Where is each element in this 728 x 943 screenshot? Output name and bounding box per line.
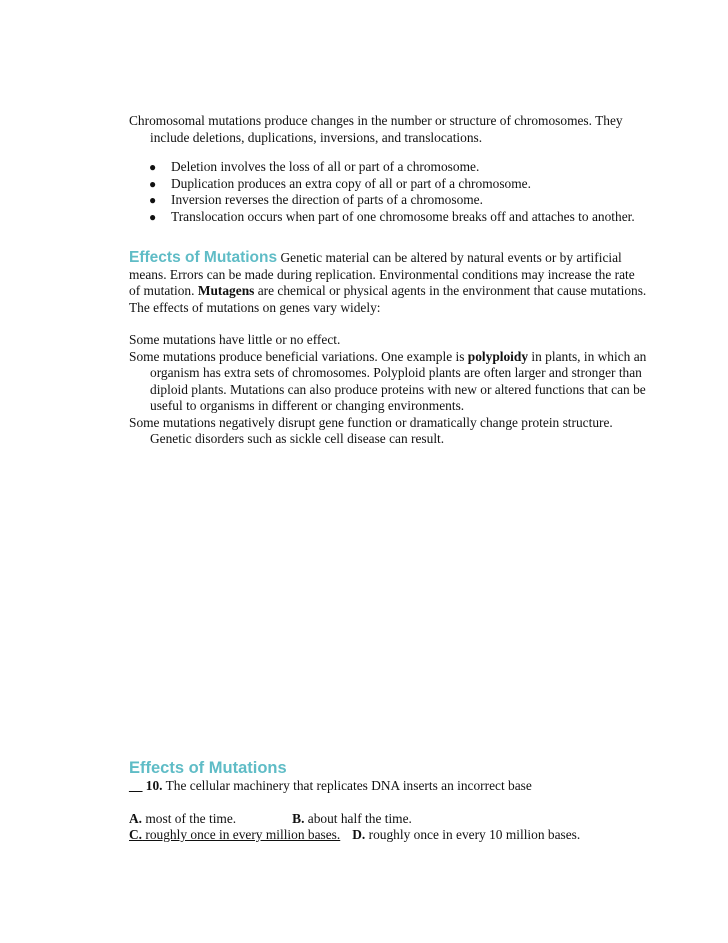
bullet-icon: ● xyxy=(149,209,157,224)
choices-row-2 xyxy=(129,827,649,844)
question-text: The cellular machinery that replicates DNA inserts an incorrect base xyxy=(162,778,532,793)
choice-a-letter: A. xyxy=(129,810,143,826)
question-section xyxy=(129,758,649,844)
mutagens-term: Mutagens xyxy=(197,283,255,298)
choice-c-letter: C. xyxy=(129,827,143,842)
list-item xyxy=(129,192,649,209)
effect-text-a: Some mutations produce beneficial variations. One example is xyxy=(129,348,468,364)
bullet-icon: ● xyxy=(149,160,157,174)
chromosomal-intro: Chromosomal mutations produce changes in the number or structure of chromosomes. They include deletions, duplications, inversions, and translocations. xyxy=(129,113,623,145)
list-item-text: Inversion reverses the direction of parts of a chromosome. xyxy=(171,192,483,207)
effects-text-a: Genetic material can be altered by natural events or by artificial means. Errors can be made during replication. Environmental conditions may increase the rate of mutation. xyxy=(129,250,635,298)
mutation-types-list xyxy=(129,159,649,225)
list-item xyxy=(129,209,649,226)
choices-row-1 xyxy=(129,811,649,828)
effect-item: Some mutations negatively disrupt gene function or dramatically change protein structure. Genetic disorders such as sickle cell disease can result. xyxy=(129,414,613,446)
question-stem xyxy=(129,778,649,795)
list-item-text: Deletion involves the loss of all or part of a chromosome. xyxy=(171,159,480,174)
choice-a-text: most of the time. xyxy=(142,810,237,826)
list-item xyxy=(129,176,649,193)
effect-text-b: in plants, in which an organism has extra sets of chromosomes. Polyploid plants are often larger and stronger than diploid plants. Mutations can also produce proteins with new or altered functions that can be useful to organisms in different or changing environments. xyxy=(150,348,647,413)
section-heading: Effects of Mutations xyxy=(129,249,278,266)
question-number: 10. xyxy=(145,778,163,793)
list-item-text: Duplication produces an extra copy of all or part of a chromosome. xyxy=(171,175,531,191)
list-item-text: Translocation occurs when part of one chromosome breaks off and attaches to another. xyxy=(171,208,635,224)
question-heading: Effects of Mutations xyxy=(129,759,287,777)
polyploidy-term: polyploidy xyxy=(467,348,529,364)
choice-b-text: about half the time. xyxy=(304,810,412,826)
bullet-icon: ● xyxy=(149,176,157,191)
choice-b-letter: B. xyxy=(292,810,305,826)
effects-text-b: are chemical or physical agents in the environment that cause mutations. xyxy=(254,283,647,298)
choice-c-text: roughly once in every million bases. xyxy=(142,827,341,842)
effect-item xyxy=(129,349,649,415)
list-item xyxy=(129,159,649,176)
choice-d-letter: D. xyxy=(352,827,366,842)
effects-summary: The effects of mutations on genes vary widely: xyxy=(129,299,381,315)
page-body xyxy=(129,113,649,448)
effects-paragraph xyxy=(129,250,649,300)
effect-item: Some mutations have little or no effect. xyxy=(129,332,341,347)
answer-blank: __ xyxy=(129,778,143,793)
choice-c xyxy=(129,827,340,842)
choice-d-text: roughly once in every 10 million bases. xyxy=(365,827,581,842)
bullet-icon: ● xyxy=(149,193,157,207)
